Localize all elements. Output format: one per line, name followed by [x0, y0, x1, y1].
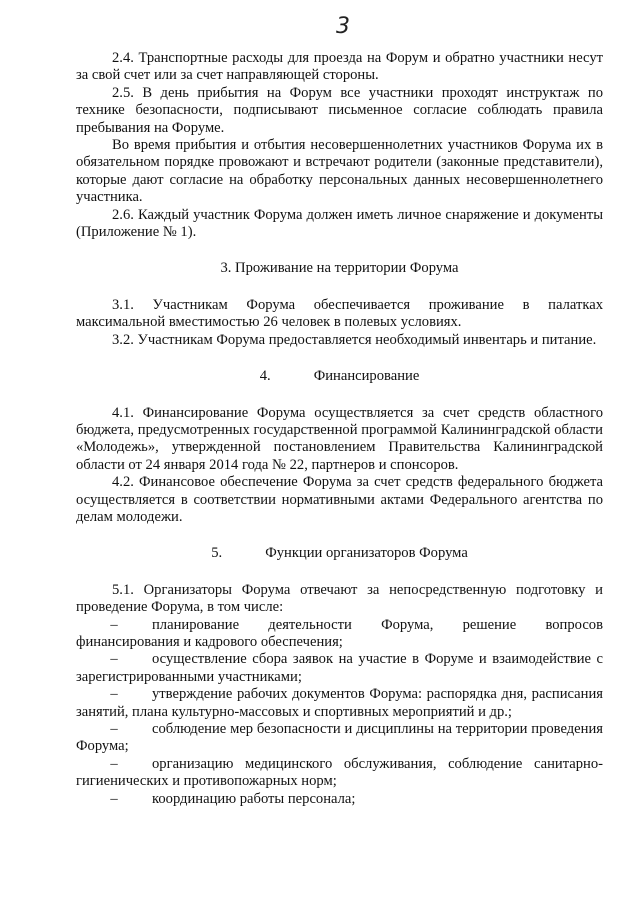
section-4-number: 4. — [259, 368, 271, 385]
dash-marker: – — [110, 686, 118, 703]
list-item — [76, 756, 603, 791]
paragraph-2-4: 2.4. Транспортные расходы для проезда на Форум и обратно участники несут за свой счет или за счет направляющей стороны. — [76, 50, 603, 84]
paragraph-5-1: 5.1. Организаторы Форума отвечают за непосредственную подготовку и проведение Форума, в том числе: — [76, 581, 603, 616]
list-item — [76, 686, 603, 721]
section-5-title: Функции организаторов Форума — [265, 545, 468, 562]
section-4-title: Финансирование — [313, 368, 420, 385]
section-5-number: 5. — [211, 545, 223, 562]
list-item-text: соблюдение мер безопасности и дисциплины на территории проведения Форума; — [76, 721, 603, 755]
dash-marker: – — [110, 755, 118, 772]
section-4-heading — [76, 368, 603, 385]
list-item — [76, 617, 603, 652]
paragraph-3-1: 3.1. Участникам Форума обеспечивается проживание в палатках максимальной вместимостью 26 человек в полевых условиях. — [76, 296, 603, 331]
list-item — [76, 651, 603, 686]
paragraph-3-2: 3.2. Участникам Форума предоставляется необходимый инвентарь и питание. — [112, 331, 597, 348]
list-item-text: координацию работы персонала; — [152, 790, 356, 807]
list-item-text: осуществление сбора заявок на участие в Форуме и взаимодействие с зарегистрированными участниками; — [76, 651, 603, 685]
paragraph-2-6: 2.6. Каждый участник Форума должен иметь личное снаряжение и документы (Приложение № 1). — [76, 206, 603, 241]
list-item-text: планирование деятельности Форума, решение вопросов финансирования и кадрового обеспечения; — [76, 616, 603, 650]
list-item — [76, 721, 603, 756]
paragraph-2-5-minors: Во время прибытия и отбытия несовершеннолетних участников Форума их в обязательном порядке провожают и встречают родители (законные представители), которые дают согласие на обработку персональных данных несовершеннолетнего участника. — [76, 137, 603, 206]
section-5-heading — [76, 545, 603, 562]
paragraph-4-2: 4.2. Финансовое обеспечение Форума за счет средств федерального бюджета осуществляется в соответствии нормативными актами Федерального агентства по делам молодежи. — [76, 474, 603, 525]
paragraph-4-1: 4.1. Финансирование Форума осуществляется за счет средств областного бюджета, предусмотренных государственной программой Калининградской области «Молодежь», утвержденной постановлением Правительства Калининградской области от 24 января 2014 года № 22, партнеров и спонсоров. — [76, 404, 603, 473]
page-number: 3 — [336, 14, 350, 39]
dash-marker: – — [110, 721, 118, 737]
section-3-heading: 3. Проживание на территории Форума — [220, 260, 459, 277]
document-body — [76, 50, 603, 808]
dash-marker: – — [110, 651, 118, 668]
dash-marker: – — [110, 790, 118, 807]
list-item — [76, 791, 603, 808]
list-item-text: утверждение рабочих документов Форума: распорядка дня, расписания занятий, плана культурно-массовых и спортивных мероприятий и др.; — [76, 686, 603, 720]
list-item-text: организацию медицинского обслуживания, соблюдение санитарно-гигиенических и противопожарных норм; — [76, 755, 603, 790]
paragraph-2-5: 2.5. В день прибытия на Форум все участники проходят инструктаж по технике безопасности, подписывают письменное согласие соблюдать правила пребывания на Форуме. — [76, 84, 603, 136]
dash-marker: – — [110, 616, 118, 633]
